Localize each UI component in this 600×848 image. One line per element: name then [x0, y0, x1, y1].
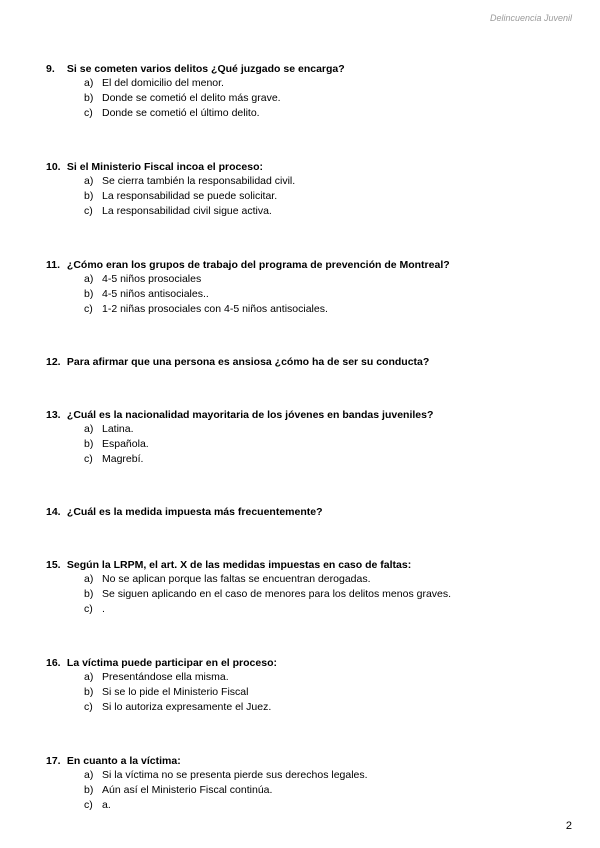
question-label: En cuanto a la víctima: [66, 755, 181, 767]
question-12 [46, 355, 566, 369]
question-number: 9. [46, 63, 55, 75]
option-list [46, 422, 566, 466]
option-text: 4-5 niños antisociales.. [102, 287, 209, 300]
option-list [46, 76, 566, 120]
option-text: Se cierra también la responsabilidad civil. [102, 175, 296, 187]
question-label: Según la LRPM, el art. X de las medidas impuestas en caso de faltas: [66, 559, 412, 571]
answer-option [46, 587, 566, 602]
option-list [46, 670, 566, 714]
question-label: ¿Cuál es la nacionalidad mayoritaria de los jóvenes en bandas juveniles? [66, 409, 434, 421]
question-text [46, 656, 566, 670]
option-text: La responsabilidad civil sigue activa. [102, 204, 272, 217]
answer-option [46, 602, 566, 617]
option-text: La responsabilidad se puede solicitar. [102, 189, 278, 202]
option-letter: a) [84, 77, 94, 89]
question-number: 13. [46, 409, 61, 421]
question-number: 14. [46, 506, 61, 518]
answer-option [46, 437, 566, 452]
question-text [46, 754, 566, 768]
option-text: No se aplican porque las faltas se encuentran derogadas. [102, 573, 371, 585]
option-list [46, 572, 566, 616]
option-letter: b) [84, 287, 94, 300]
question-number: 11. [46, 259, 61, 271]
question-text [46, 258, 566, 272]
answer-option [46, 572, 566, 587]
option-letter: b) [84, 587, 94, 600]
option-letter: a) [84, 273, 94, 285]
option-letter: c) [84, 302, 93, 315]
option-letter: c) [84, 106, 93, 119]
option-letter: b) [84, 685, 94, 698]
question-15 [46, 558, 566, 616]
question-label: Si se cometen varios delitos ¿Qué juzgado se encarga? [66, 63, 345, 75]
question-number: 12. [46, 356, 61, 368]
answer-option [46, 798, 566, 813]
question-9 [46, 62, 566, 120]
question-text [46, 160, 566, 174]
question-label: Si el Ministerio Fiscal incoa el proceso: [66, 161, 263, 173]
question-14 [46, 505, 566, 519]
option-letter: a) [84, 423, 94, 435]
option-letter: a) [84, 769, 94, 781]
option-text: Si lo autoriza expresamente el Juez. [102, 700, 272, 713]
answer-option [46, 783, 566, 798]
answer-option [46, 272, 566, 287]
option-list [46, 272, 566, 316]
answer-option [46, 700, 566, 715]
question-text [46, 408, 566, 422]
option-text: Donde se cometió el delito más grave. [102, 91, 281, 104]
question-text [46, 505, 566, 519]
question-label: ¿Cuál es la medida impuesta más frecuentemente? [66, 506, 323, 518]
option-letter: b) [84, 91, 94, 104]
answer-option [46, 106, 566, 121]
option-letter: b) [84, 437, 94, 450]
question-number: 16. [46, 657, 61, 669]
question-16 [46, 656, 566, 714]
option-letter: c) [84, 798, 93, 811]
option-letter: a) [84, 671, 94, 683]
question-text [46, 62, 566, 76]
option-text: 4-5 niños prosociales [102, 273, 202, 285]
option-letter: c) [84, 700, 93, 713]
option-letter: a) [84, 175, 94, 187]
answer-option [46, 91, 566, 106]
question-label: ¿Cómo eran los grupos de trabajo del programa de prevención de Montreal? [66, 259, 450, 271]
option-letter: a) [84, 573, 94, 585]
answer-option [46, 685, 566, 700]
question-10 [46, 160, 566, 218]
answer-option [46, 452, 566, 467]
option-text: Presentándose ella misma. [102, 671, 229, 683]
question-13 [46, 408, 566, 466]
option-text: Española. [102, 437, 149, 450]
answer-option [46, 422, 566, 437]
option-text: Magrebí. [102, 452, 144, 465]
option-text: Donde se cometió el último delito. [102, 106, 260, 119]
option-text: El del domicilio del menor. [102, 77, 224, 89]
question-number: 15. [46, 559, 61, 571]
answer-option [46, 302, 566, 317]
question-text [46, 558, 566, 572]
option-text: Si la víctima no se presenta pierde sus derechos legales. [102, 769, 368, 781]
option-text: . [102, 602, 105, 615]
option-text: Aún así el Ministerio Fiscal continúa. [102, 783, 273, 796]
option-text: Se siguen aplicando en el caso de menores para los delitos menos graves. [102, 587, 452, 600]
option-list [46, 768, 566, 812]
page-number: 2 [565, 820, 572, 832]
question-text [46, 355, 566, 369]
option-text: Si se lo pide el Ministerio Fiscal [102, 685, 249, 698]
answer-option [46, 670, 566, 685]
option-letter: c) [84, 602, 93, 615]
question-label: La víctima puede participar en el proceso: [66, 657, 277, 669]
running-header: Delincuencia Juvenil [489, 13, 572, 23]
answer-option [46, 204, 566, 219]
option-letter: b) [84, 783, 94, 796]
answer-option [46, 189, 566, 204]
option-list [46, 174, 566, 218]
answer-option [46, 76, 566, 91]
option-letter: c) [84, 204, 93, 217]
answer-option [46, 287, 566, 302]
question-number: 17. [46, 755, 61, 767]
question-label: Para afirmar que una persona es ansiosa ¿cómo ha de ser su conducta? [66, 356, 430, 368]
question-11 [46, 258, 566, 316]
option-text: a. [102, 798, 111, 811]
option-letter: b) [84, 189, 94, 202]
question-17 [46, 754, 566, 812]
option-letter: c) [84, 452, 93, 465]
question-number: 10. [46, 161, 61, 173]
answer-option [46, 768, 566, 783]
answer-option [46, 174, 566, 189]
option-text: 1-2 niñas prosociales con 4-5 niños antisociales. [102, 302, 328, 315]
option-text: Latina. [102, 423, 134, 435]
